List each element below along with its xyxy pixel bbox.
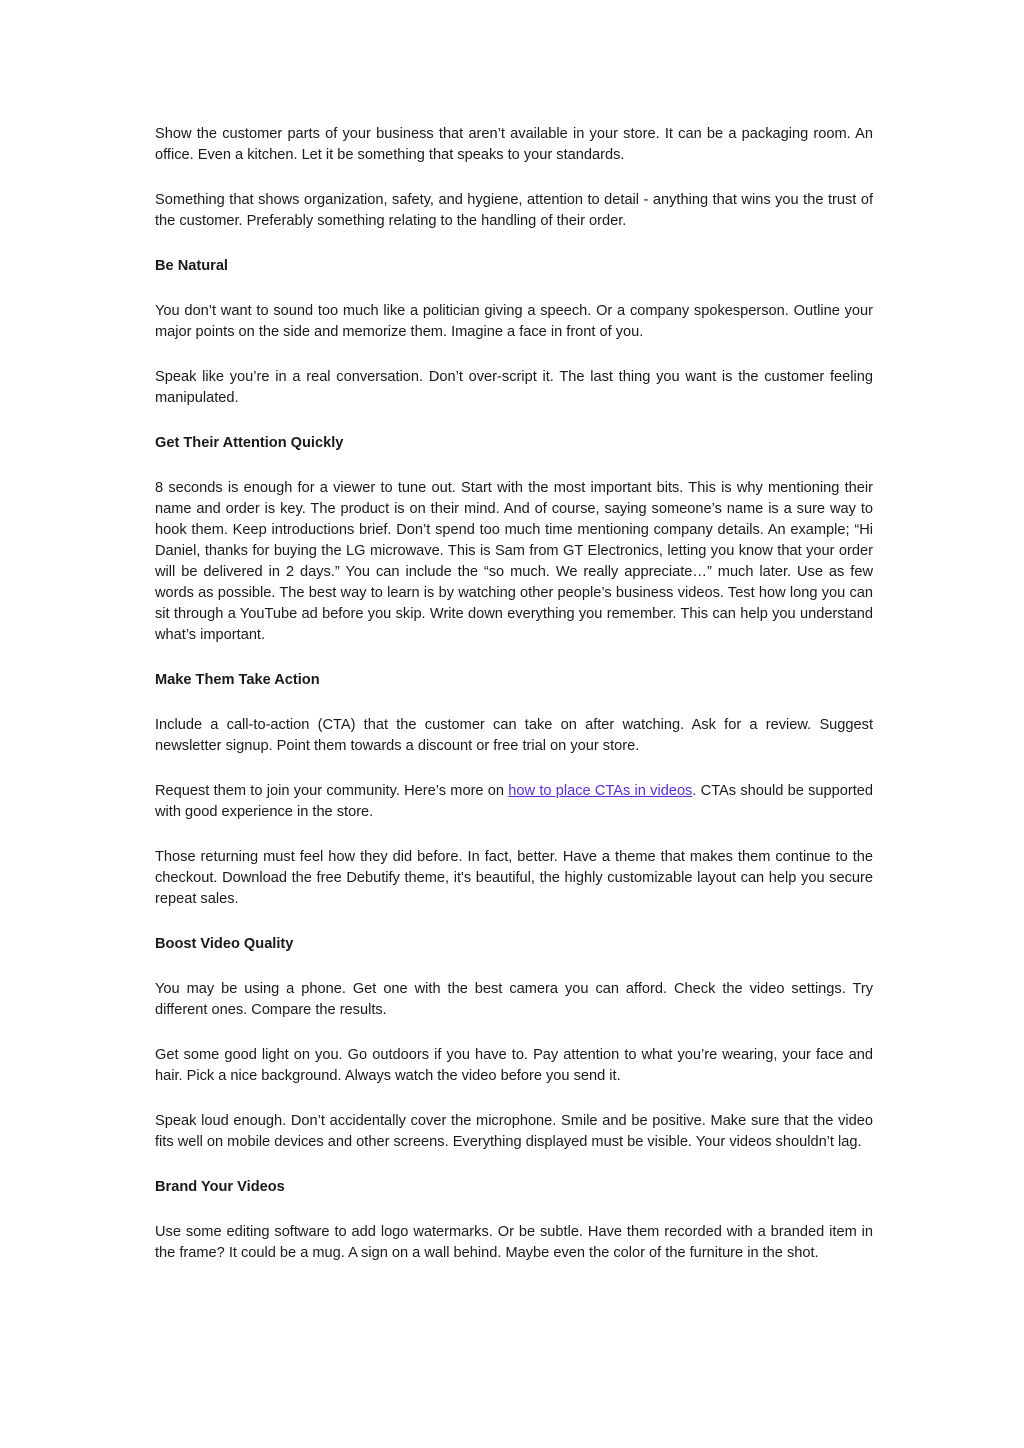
paragraph-join-community-before: Request them to join your community. Here’s more on xyxy=(155,783,509,799)
heading-get-attention: Get Their Attention Quickly xyxy=(155,435,344,451)
paragraph-good-light: Get some good light on you. Go outdoors if you have to. Pay attention to what you’re wearing, your face and hair. Pick a nice background. Always watch the video before you send it. xyxy=(155,1047,873,1084)
paragraph-organization: Something that shows organization, safety, and hygiene, attention to detail - anything that wins you the trust of the customer. Preferably something relating to the handling of their order. xyxy=(155,192,873,229)
paragraph-join-community-after: . CTAs should be supported with good experience in the store. xyxy=(155,783,873,820)
heading-video-quality: Boost Video Quality xyxy=(155,936,294,952)
heading-take-action: Make Them Take Action xyxy=(155,672,320,688)
paragraph-packaging-room: Show the customer parts of your business that aren’t available in your store. It can be a packaging room. An office. Even a kitchen. Let it be something that speaks to your standards. xyxy=(155,126,873,163)
paragraph-real-conversation: Speak like you’re in a real conversation. Don’t over-script it. The last thing you want is the customer feeling manipulated. xyxy=(155,369,873,406)
paragraph-phone-camera: You may be using a phone. Get one with the best camera you can afford. Check the video settings. Try different ones. Compare the results. xyxy=(155,981,873,1018)
cta-videos-link[interactable]: how to place CTAs in videos xyxy=(508,783,693,799)
heading-be-natural: Be Natural xyxy=(155,258,228,274)
paragraph-editing-software: Use some editing software to add logo watermarks. Or be subtle. Have them recorded with a branded item in the frame? It could be a mug. A sign on a wall behind. Maybe even the color of the furniture in the shot. xyxy=(155,1224,873,1261)
paragraph-eight-seconds: 8 seconds is enough for a viewer to tune out. Start with the most important bits. This is why mentioning their name and order is key. The product is on their mind. And of course, saying someone’s name is a sure way to hook them. Keep introductions brief. Don’t spend too much time mentioning company details. An example; “Hi Daniel, thanks for buying the LG microwave. This is Sam from GT Electronics, letting you know that your order will be delivered in 2 days.” You can include the “so much. We really appreciate…” much later. Use as few words as possible. The best way to learn is by watching other people’s business videos. Test how long you can sit through a YouTube ad before you skip. Write down everything you remember. This can help you understand what’s important. xyxy=(155,480,873,643)
heading-brand-videos: Brand Your Videos xyxy=(155,1179,285,1195)
paragraph-call-to-action: Include a call-to-action (CTA) that the customer can take on after watching. Ask for a review. Suggest newsletter signup. Point them towards a discount or free trial on your store. xyxy=(155,717,873,754)
paragraph-speak-loud: Speak loud enough. Don’t accidentally cover the microphone. Smile and be positive. Make sure that the video fits well on mobile devices and other screens. Everything displayed must be visible. Your videos shouldn’t lag. xyxy=(155,1113,873,1150)
document-body xyxy=(155,124,873,1288)
paragraph-join-community xyxy=(155,781,873,823)
paragraph-politician: You don’t want to sound too much like a politician giving a speech. Or a company spokesperson. Outline your major points on the side and memorize them. Imagine a face in front of you. xyxy=(155,303,873,340)
paragraph-returning-customers: Those returning must feel how they did before. In fact, better. Have a theme that makes them continue to the checkout. Download the free Debutify theme, it's beautiful, the highly customizable layout can help you secure repeat sales. xyxy=(155,849,873,907)
